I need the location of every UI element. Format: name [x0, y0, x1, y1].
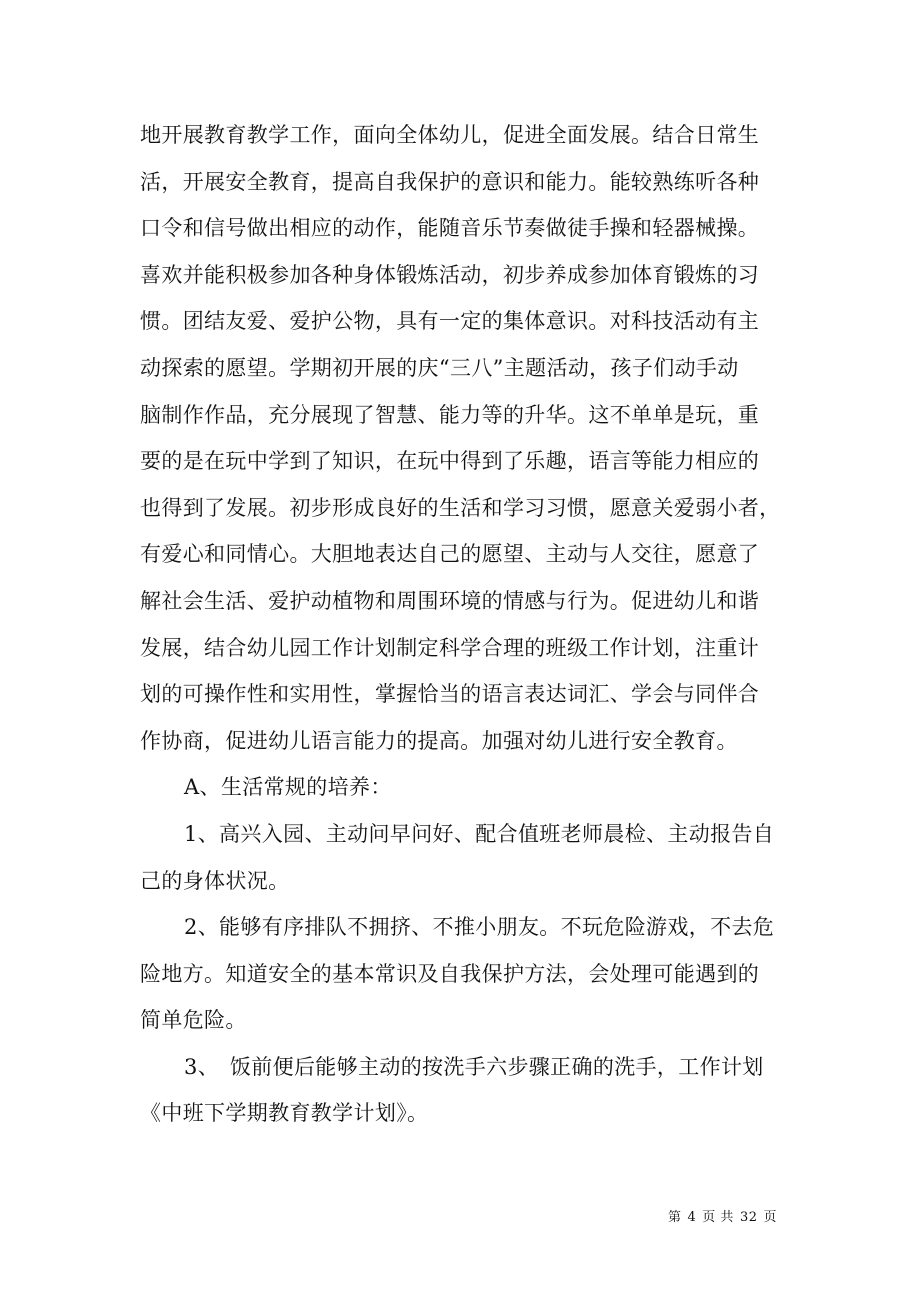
current-page-number: 4 — [687, 1210, 697, 1225]
footer-suffix: 页 — [763, 1210, 777, 1225]
text-line: 动探索的愿望。学期初开展的庆“三八”主题活动，孩子们动手动 — [140, 355, 739, 380]
text-line: 地开展教育教学工作，面向全体幼儿，促进全面发展。结合日常生 — [140, 123, 760, 147]
text-line: 《中班下学期教育教学计划》。 — [140, 1101, 429, 1126]
text-line: 险地方。知道安全的基本常识及自我保护方法，会处理可能遇到的 — [140, 961, 760, 986]
text-line: 己的身体状况。 — [140, 868, 290, 893]
text-line: 活，开展安全教育，提高自我保护的意识和能力。能较熟练听各种 — [140, 169, 760, 194]
section-heading-life-routine — [140, 764, 785, 811]
text-line: 喜欢并能积极参加各种身体锻炼活动，初步养成参加体育锻炼的习 — [140, 262, 760, 287]
text-line: 2、能够有序排队不拥挤、不推小朋友。不玩危险游戏，不去危 — [184, 915, 775, 940]
text-line: 1、高兴入园、主动问早问好、配合值班老师晨检、主动报告自 — [184, 821, 775, 846]
list-item-2 — [140, 904, 785, 1044]
document-body — [140, 112, 785, 1137]
text-line: 要的是在玩中学到了知识，在玩中得到了乐趣，语言等能力相应的 — [140, 449, 760, 474]
text-line: 划的可操作性和实用性，掌握恰当的语言表达词汇、学会与同伴合 — [140, 682, 760, 707]
text-line: 作协商，促进幼儿语言能力的提高。加强对幼儿进行安全教育。 — [140, 728, 738, 753]
text-line: 简单危险。 — [140, 1008, 247, 1033]
text-line: 解社会生活、爱护动植物和周围环境的情感与行为。促进幼儿和谐 — [140, 588, 760, 613]
text-line: 发展，结合幼儿园工作计划制定科学合理的班级工作计划，注重计 — [140, 635, 760, 660]
text-line: 也得到了发展。初步形成良好的生活和学习习惯，愿意关爱弱小者， — [140, 495, 781, 520]
text-line: 有爱心和同情心。大胆地表达自己的愿望、主动与人交往，愿意了 — [140, 542, 760, 567]
text-line: 脑制作作品，充分展现了智慧、能力等的升华。这不单单是玩，重 — [140, 402, 760, 427]
text-line: 口令和信号做出相应的动作，能随音乐节奏做徒手操和轻器械操。 — [140, 216, 760, 241]
text-line: 3、 饭前便后能够主动的按洗手六步骤正确的洗手，工作计划 — [184, 1054, 764, 1079]
section-heading: A、生活常规的培养： — [184, 775, 392, 800]
paragraph-intro — [140, 112, 785, 764]
footer-middle: 页 共 — [702, 1210, 734, 1225]
text-line: 惯。团结友爱、爱护公物，具有一定的集体意识。对科技活动有主 — [140, 309, 760, 334]
page-number-footer — [665, 1209, 780, 1227]
total-page-count: 32 — [739, 1210, 758, 1225]
footer-prefix: 第 — [668, 1210, 682, 1225]
list-item-3 — [140, 1044, 785, 1137]
list-item-1 — [140, 811, 785, 904]
